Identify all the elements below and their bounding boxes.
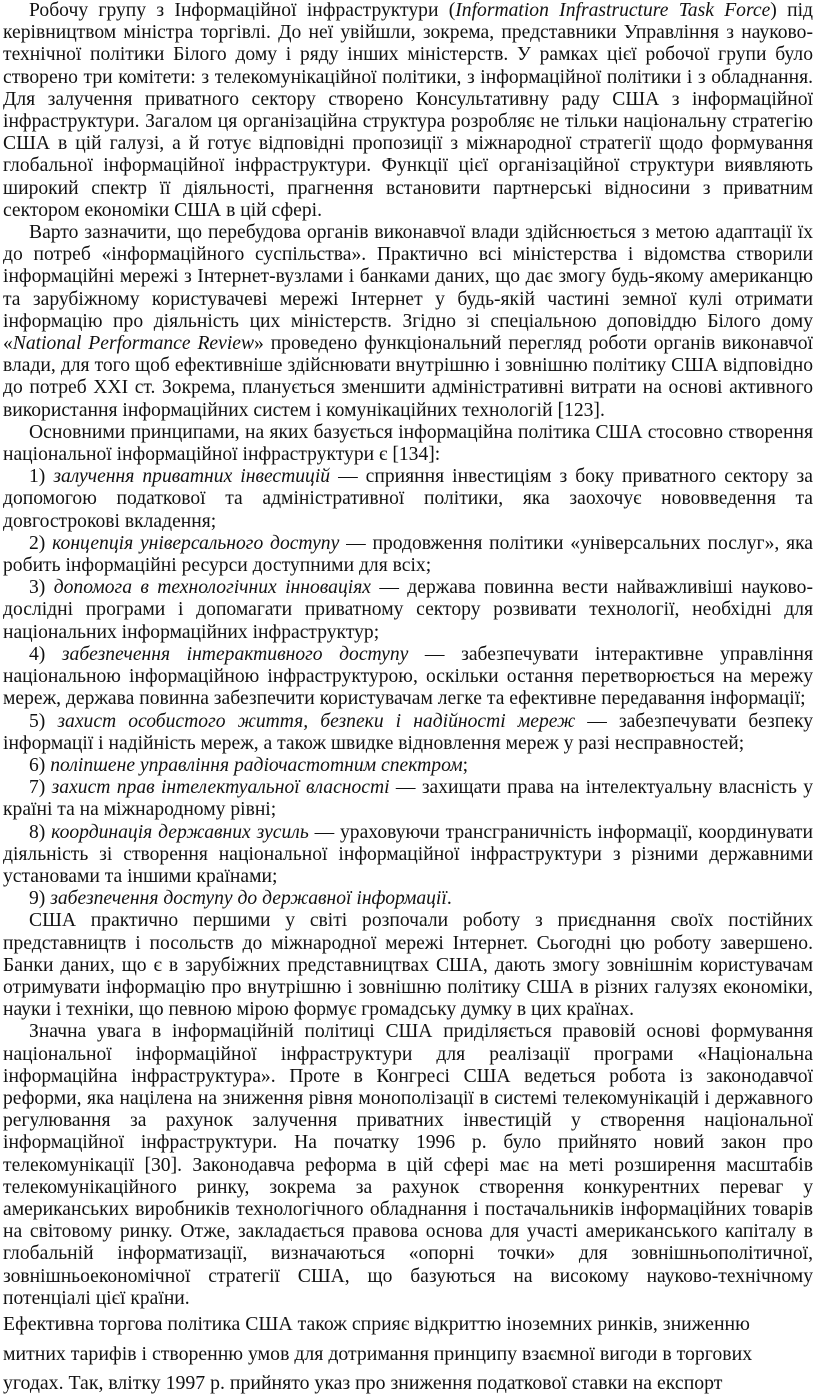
list-item: 3) допомога в технологічних інноваціях — держава повинна вести найважливіші науково-дослідні програми і допомагати приватному сектору розвивати технології, необхідні для національних інформаційних інфраструктур;: [3, 577, 813, 643]
list-item: 2) концепція універсального доступу — продовження політики «універсальних послуг», яка робить інформаційні ресурси доступними для всіх;: [3, 532, 813, 577]
paragraph-2: Варто зазначити, що перебудова органів виконавчої влади здійснюється з метою адаптації їх до потреб «інформаційного суспільства». Практично всі міністерства і відомства створили інформаційні мережі з Інтернет-вузлами і банками даних, що дає змогу будь-якому американцю та зарубіжному користувачеві мережі Інтернет у будь-якій частині земної кулі отримати інформацію про діяльність цих міністерств. Згідно зі спеціальною доповіддю Білого дому «National Performance Review» проведено функціональний перегляд роботи органів виконавчої влади, для того щоб ефективніше здійснювати внутрішню і зовнішню політику США відповідно до потреб XXI ст. Зокрема, планується зменшити адміністративні витрати на основі активного використання інформаційних систем і комунікаційних технологій [123].: [3, 222, 813, 421]
list-item: 5) захист особистого життя, безпеки і надійності мереж — забезпечувати безпеку інформації і надійність мереж, а також швидке відновлення мереж у разі несправностей;: [3, 710, 813, 754]
term-italic: Information Infrastructure Task Force: [455, 0, 771, 21]
list-item: 7) захист прав інтелектуальної власності — захищати права на інтелектуальну власність у країні та на міжнародному рівні;: [3, 777, 813, 821]
list-item: 9) забезпечення доступу до державної інформації.: [29, 888, 452, 910]
list-item: 1) залучення приватних інвестицій — сприяння інвестиціям з боку приватного сектору за допомогою податкової та адміністративної політики, яка заохочує нововведення та довгострокові вкладення;: [3, 466, 813, 532]
list-item: 6) поліпшене управління радіочастотним спектром;: [29, 754, 469, 776]
paragraph-5: Значна увага в інформаційній політиці США приділяється правовій основі формування національної інформаційної інфраструктури для реалізації програми «Національна інформаційна інфраструктура». Проте в Конгресі США ведеться робота із законодавчої реформи, яка націлена на зниження рівня монополізації в системі телекомунікацій і державного регулювання за рахунок залучення приватних інвестицій у створення національної інформаційної інфраструктури. На початку 1996 р. було прийнято новий закон про телекомунікації [30]. Законодавча реформа в цій сфері має на меті розширення масштабів телекомунікаційного ринку, зокрема за рахунок створення конкурентних переваг у американських виробників технологічного обладнання і постачальників інформаційних товарів на світовому ринку. Отже, закладається правова основа для участі американського капіталу в глобальній інформатизації, визначаються «опорні точки» для зовнішньополітичної, зовнішньоекономічної стратегії США, що базуються на високому науково-технічному потенціалі цієї країни.: [3, 1021, 813, 1309]
list-item: 4) забезпечення інтерактивного доступу — забезпечувати інтерактивне управління національною інформаційною інфраструктурою, оскільки остання перетворюється на мережу мереж, держава повинна забезпечити користувачам легке та ефективне передавання інформації;: [3, 643, 813, 710]
paragraph-6-line-2: митних тарифів і створенню умов для дотримання принципу взаємної вигоди в торгових: [3, 1342, 753, 1365]
paragraph-1: Робочу групу з Інформаційної інфраструктури (Information Infrastructure Task Force) під керівництвом міністра торгівлі. До неї увійшли, зокрема, представники Управління з науково-технічної політики Білого дому і ряду інших міністерств. У рамках цієї робочої групи було створено три комітети: з телекомунікаційної політики, з інформаційної політики і з обладнання. Для залучення приватного сектору створено Консультативну раду США з інформаційної інфраструктури. Загалом ця організаційна структура розробляє не тільки національну стратегію США в цій галузі, а й готує відповідні пропозиції з міжнародної стратегії щодо формування глобальної інформаційної інфраструктури. Функції цієї організаційної структури виявляють широкий спектр її діяльності, прагнення встановити партнерські відносини з приватним сектором економіки США в цій сфері.: [3, 0, 814, 221]
paragraph-6-line-1: Ефективна торгова політика США також сприяє відкриттю іноземних ринків, зниженню: [3, 1312, 750, 1335]
list-item: 8) координація державних зусиль — ураховуючи трансграничність інформації, координувати діяльність зі створення національної інформаційної інфраструктури з різними державними установами та іншими країнами;: [3, 821, 813, 887]
paragraph-3: Основними принципами, на яких базується інформаційна політика США стосовно створення національної інформаційної інфраструктури є [134]:: [3, 421, 813, 466]
paragraph-6-line-3: угодах. Так, влітку 1997 р. прийнято указ про зниження податкової ставки на експорт: [3, 1372, 723, 1395]
report-title-italic: National Performance Review: [12, 333, 255, 355]
paragraph-4: США практично першими у світі розпочали роботу з приєднання своїх постійних представництв і посольств до міжнародної мережі Інтернет. Сьогодні цю роботу завершено. Банки даних, що є в зарубіжних представництвах США, дають змогу зовнішнім користувачам отримувати інформацію про внутрішню і зовнішню політику США в різних галузях економіки, науки і техніки, що певною мірою формує громадську думку в цих країнах.: [3, 910, 813, 1021]
